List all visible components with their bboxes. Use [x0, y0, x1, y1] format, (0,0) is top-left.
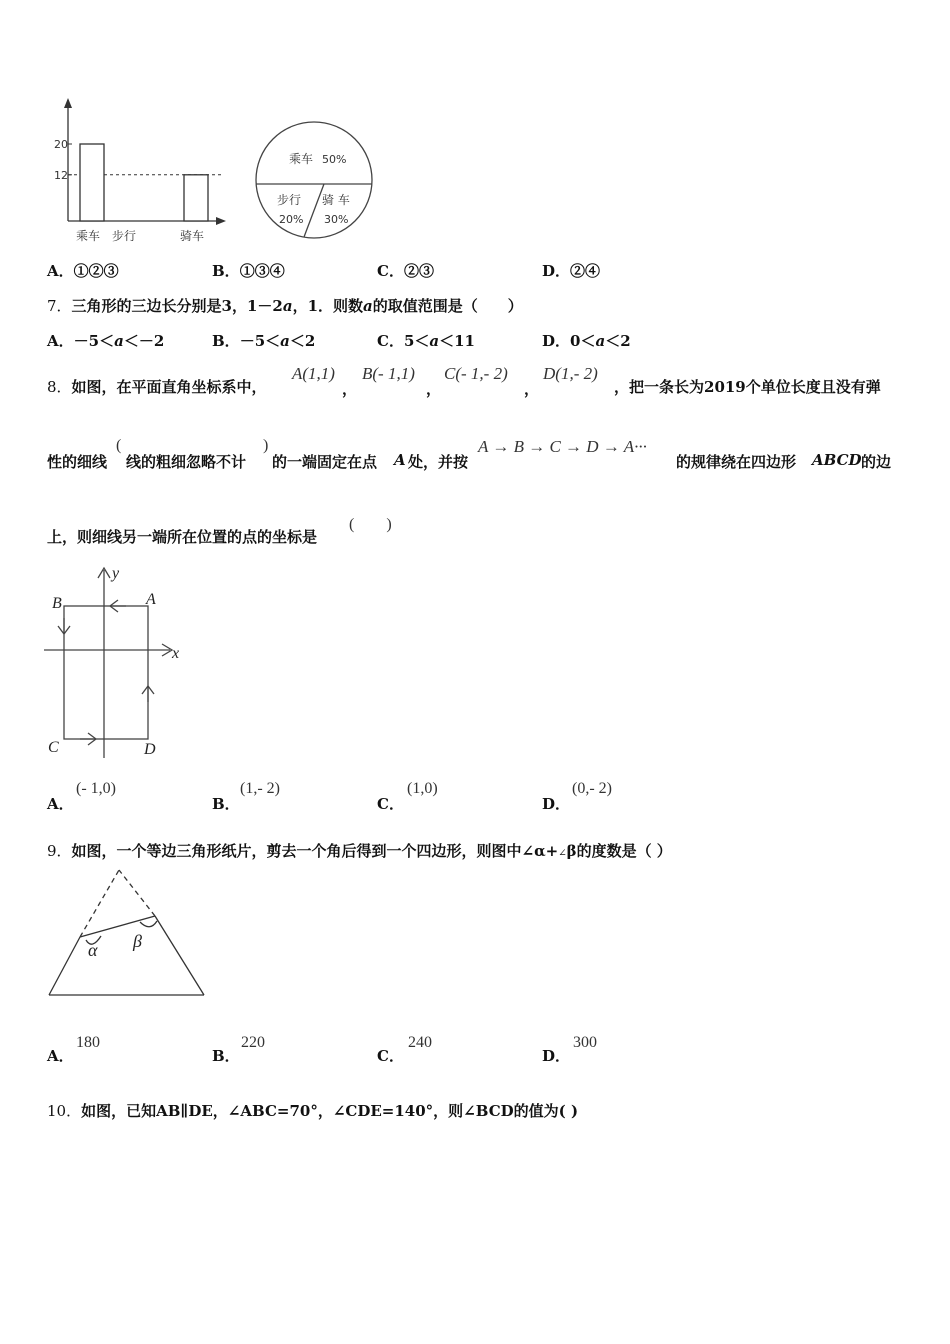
option-letter: B．	[212, 332, 240, 350]
q7-option-b	[212, 330, 315, 351]
q8-paren: (	[116, 437, 122, 454]
q6-bar-chart	[48, 95, 238, 250]
q8-sep: ，	[342, 380, 358, 398]
option-letter: A．	[47, 262, 74, 280]
question-number: 9．	[47, 842, 72, 860]
q8-label-x: x	[172, 645, 180, 662]
q8-text: 性的细线	[47, 453, 108, 471]
q8-point-b: B(- 1,1)	[362, 364, 415, 383]
q8-text: ，把一条长为2019个单位长度且没有弹	[614, 378, 881, 396]
q7-text-3: 的取值范围是（ ）	[372, 297, 523, 315]
q8-option-c-value: (1,0)	[407, 780, 438, 797]
q8-sequence: A → B → C → D → A···	[478, 437, 647, 456]
q8-quad-label: ABCD	[812, 451, 862, 469]
q9-option-c-letter: C．	[377, 1047, 404, 1065]
q6-option-a	[47, 260, 119, 281]
q8-text: 的一端固定在点	[272, 453, 378, 471]
q8-diagram	[40, 562, 190, 762]
q9-option-b-value: 220	[241, 1034, 265, 1051]
option-letter: B．	[212, 262, 240, 280]
q9-stem	[47, 840, 672, 861]
q9-alpha: α	[88, 940, 98, 960]
q9-option-d-letter: D．	[542, 1047, 571, 1065]
option-post: ＜2	[605, 332, 631, 350]
option-post: ＜2	[289, 332, 316, 350]
bar-2	[184, 175, 208, 221]
q8-sep: ，	[524, 380, 540, 398]
q8-blank: ( )	[349, 516, 392, 533]
option-pre: －5＜	[239, 332, 281, 350]
question-number: 8．	[47, 378, 72, 396]
pie-pct-1: 20%	[279, 213, 304, 226]
option-pre: －5＜	[73, 332, 115, 350]
option-pre: 5＜	[403, 332, 430, 350]
q8-text: 的规律绕在四边形	[676, 453, 797, 471]
option-text: ②③	[403, 262, 434, 280]
option-letter: D．	[542, 262, 571, 280]
pie-label-1: 步行	[277, 193, 302, 207]
option-post: ＜11	[439, 332, 475, 350]
q8-sep: ，	[426, 380, 442, 398]
option-var: a	[280, 332, 290, 350]
bar-0	[80, 144, 104, 221]
q8-text: 处，并按	[408, 453, 469, 471]
q8-point-d: D(1,- 2)	[543, 364, 598, 383]
q10-stem	[47, 1100, 578, 1121]
question-number: 10．	[47, 1102, 82, 1120]
question-number: 7．	[47, 297, 72, 315]
q7-text-1: 三角形的三边长分别是3，1－2	[71, 297, 283, 315]
q10-text: 如图，已知AB∥DE，∠ABC=70°，∠CDE=140°，则∠BCD的值为( )	[81, 1102, 579, 1120]
pie-label-0: 乘车	[289, 152, 314, 166]
q9-option-c-value: 240	[408, 1034, 432, 1051]
option-letter: D．	[542, 332, 571, 350]
q6-option-c	[377, 260, 434, 281]
q8-option-b-letter: B．	[212, 795, 240, 813]
pie-label-2: 骑 车	[322, 193, 350, 207]
q8-text: 如图，在平面直角坐标系中，	[71, 378, 267, 396]
q8-label-a: A	[146, 591, 156, 608]
q6-pie-chart	[252, 118, 376, 243]
q7-option-c	[377, 330, 475, 351]
q6-option-d	[542, 260, 600, 281]
pie-pct-2: 30%	[324, 213, 349, 226]
q8-text: 上，则细线另一端所在位置的点的坐标是	[47, 528, 318, 546]
bar-category-label: 步行	[112, 229, 137, 243]
option-var: a	[114, 332, 124, 350]
q8-option-a-letter: A．	[47, 795, 74, 813]
q7-option-a	[47, 330, 164, 351]
bar-y-tick: 20	[54, 138, 68, 151]
option-var: a	[595, 332, 606, 350]
q9-text: 如图，一个等边三角形纸片，剪去一个角后得到一个四边形，则图中∠α+	[71, 842, 559, 860]
q9-option-a-value: 180	[76, 1034, 100, 1051]
q8-line-1	[47, 376, 267, 397]
q8-text: 线的粗细忽略不计	[126, 453, 247, 471]
option-var: a	[429, 332, 440, 350]
q9-angle-symbol: ∠	[558, 848, 567, 859]
pie-pct-0: 50%	[322, 153, 347, 166]
q8-label-b: B	[52, 595, 62, 612]
option-post: ＜－2	[123, 332, 165, 350]
q7-var-a: a	[282, 297, 293, 315]
option-letter: C．	[377, 262, 404, 280]
q9-beta: β	[133, 931, 142, 951]
q8-point-a: A(1,1)	[292, 364, 335, 383]
option-text: ①②③	[73, 262, 119, 280]
option-pre: 0＜	[570, 332, 596, 350]
q8-option-b-value: (1,- 2)	[240, 780, 280, 797]
q8-label-d: D	[144, 741, 156, 758]
q8-label-c: C	[48, 739, 59, 756]
q8-option-d-value: (0,- 2)	[572, 780, 612, 797]
q8-paren: )	[263, 437, 269, 454]
q9-option-a-letter: A．	[47, 1047, 74, 1065]
q8-option-a-value: (- 1,0)	[76, 780, 116, 797]
q6-option-b	[212, 260, 285, 281]
q7-text-2: ，1．则数	[292, 297, 364, 315]
option-letter: A．	[47, 332, 74, 350]
option-text: ②④	[570, 262, 601, 280]
bar-category-label: 骑车	[180, 229, 205, 243]
q7-stem	[47, 295, 523, 316]
q8-label-y: y	[112, 565, 120, 582]
q9-option-d-value: 300	[573, 1034, 597, 1051]
bar-category-label: 乘车	[76, 229, 101, 243]
q9-option-b-letter: B．	[212, 1047, 240, 1065]
q7-option-d	[542, 330, 631, 351]
q7-var-a-2: a	[363, 297, 373, 315]
q8-point-c: C(- 1,- 2)	[444, 364, 508, 383]
q9-triangle-diagram	[44, 866, 208, 1000]
option-letter: C．	[377, 332, 404, 350]
q8-point-label: A	[394, 451, 406, 469]
option-text: ①③④	[239, 262, 285, 280]
bar-y-tick: 12	[54, 168, 68, 182]
q9-text-2: β的度数是（ ）	[566, 842, 672, 860]
q8-option-d-letter: D．	[542, 795, 571, 813]
q8-text: 的边	[861, 453, 892, 471]
q8-option-c-letter: C．	[377, 795, 404, 813]
